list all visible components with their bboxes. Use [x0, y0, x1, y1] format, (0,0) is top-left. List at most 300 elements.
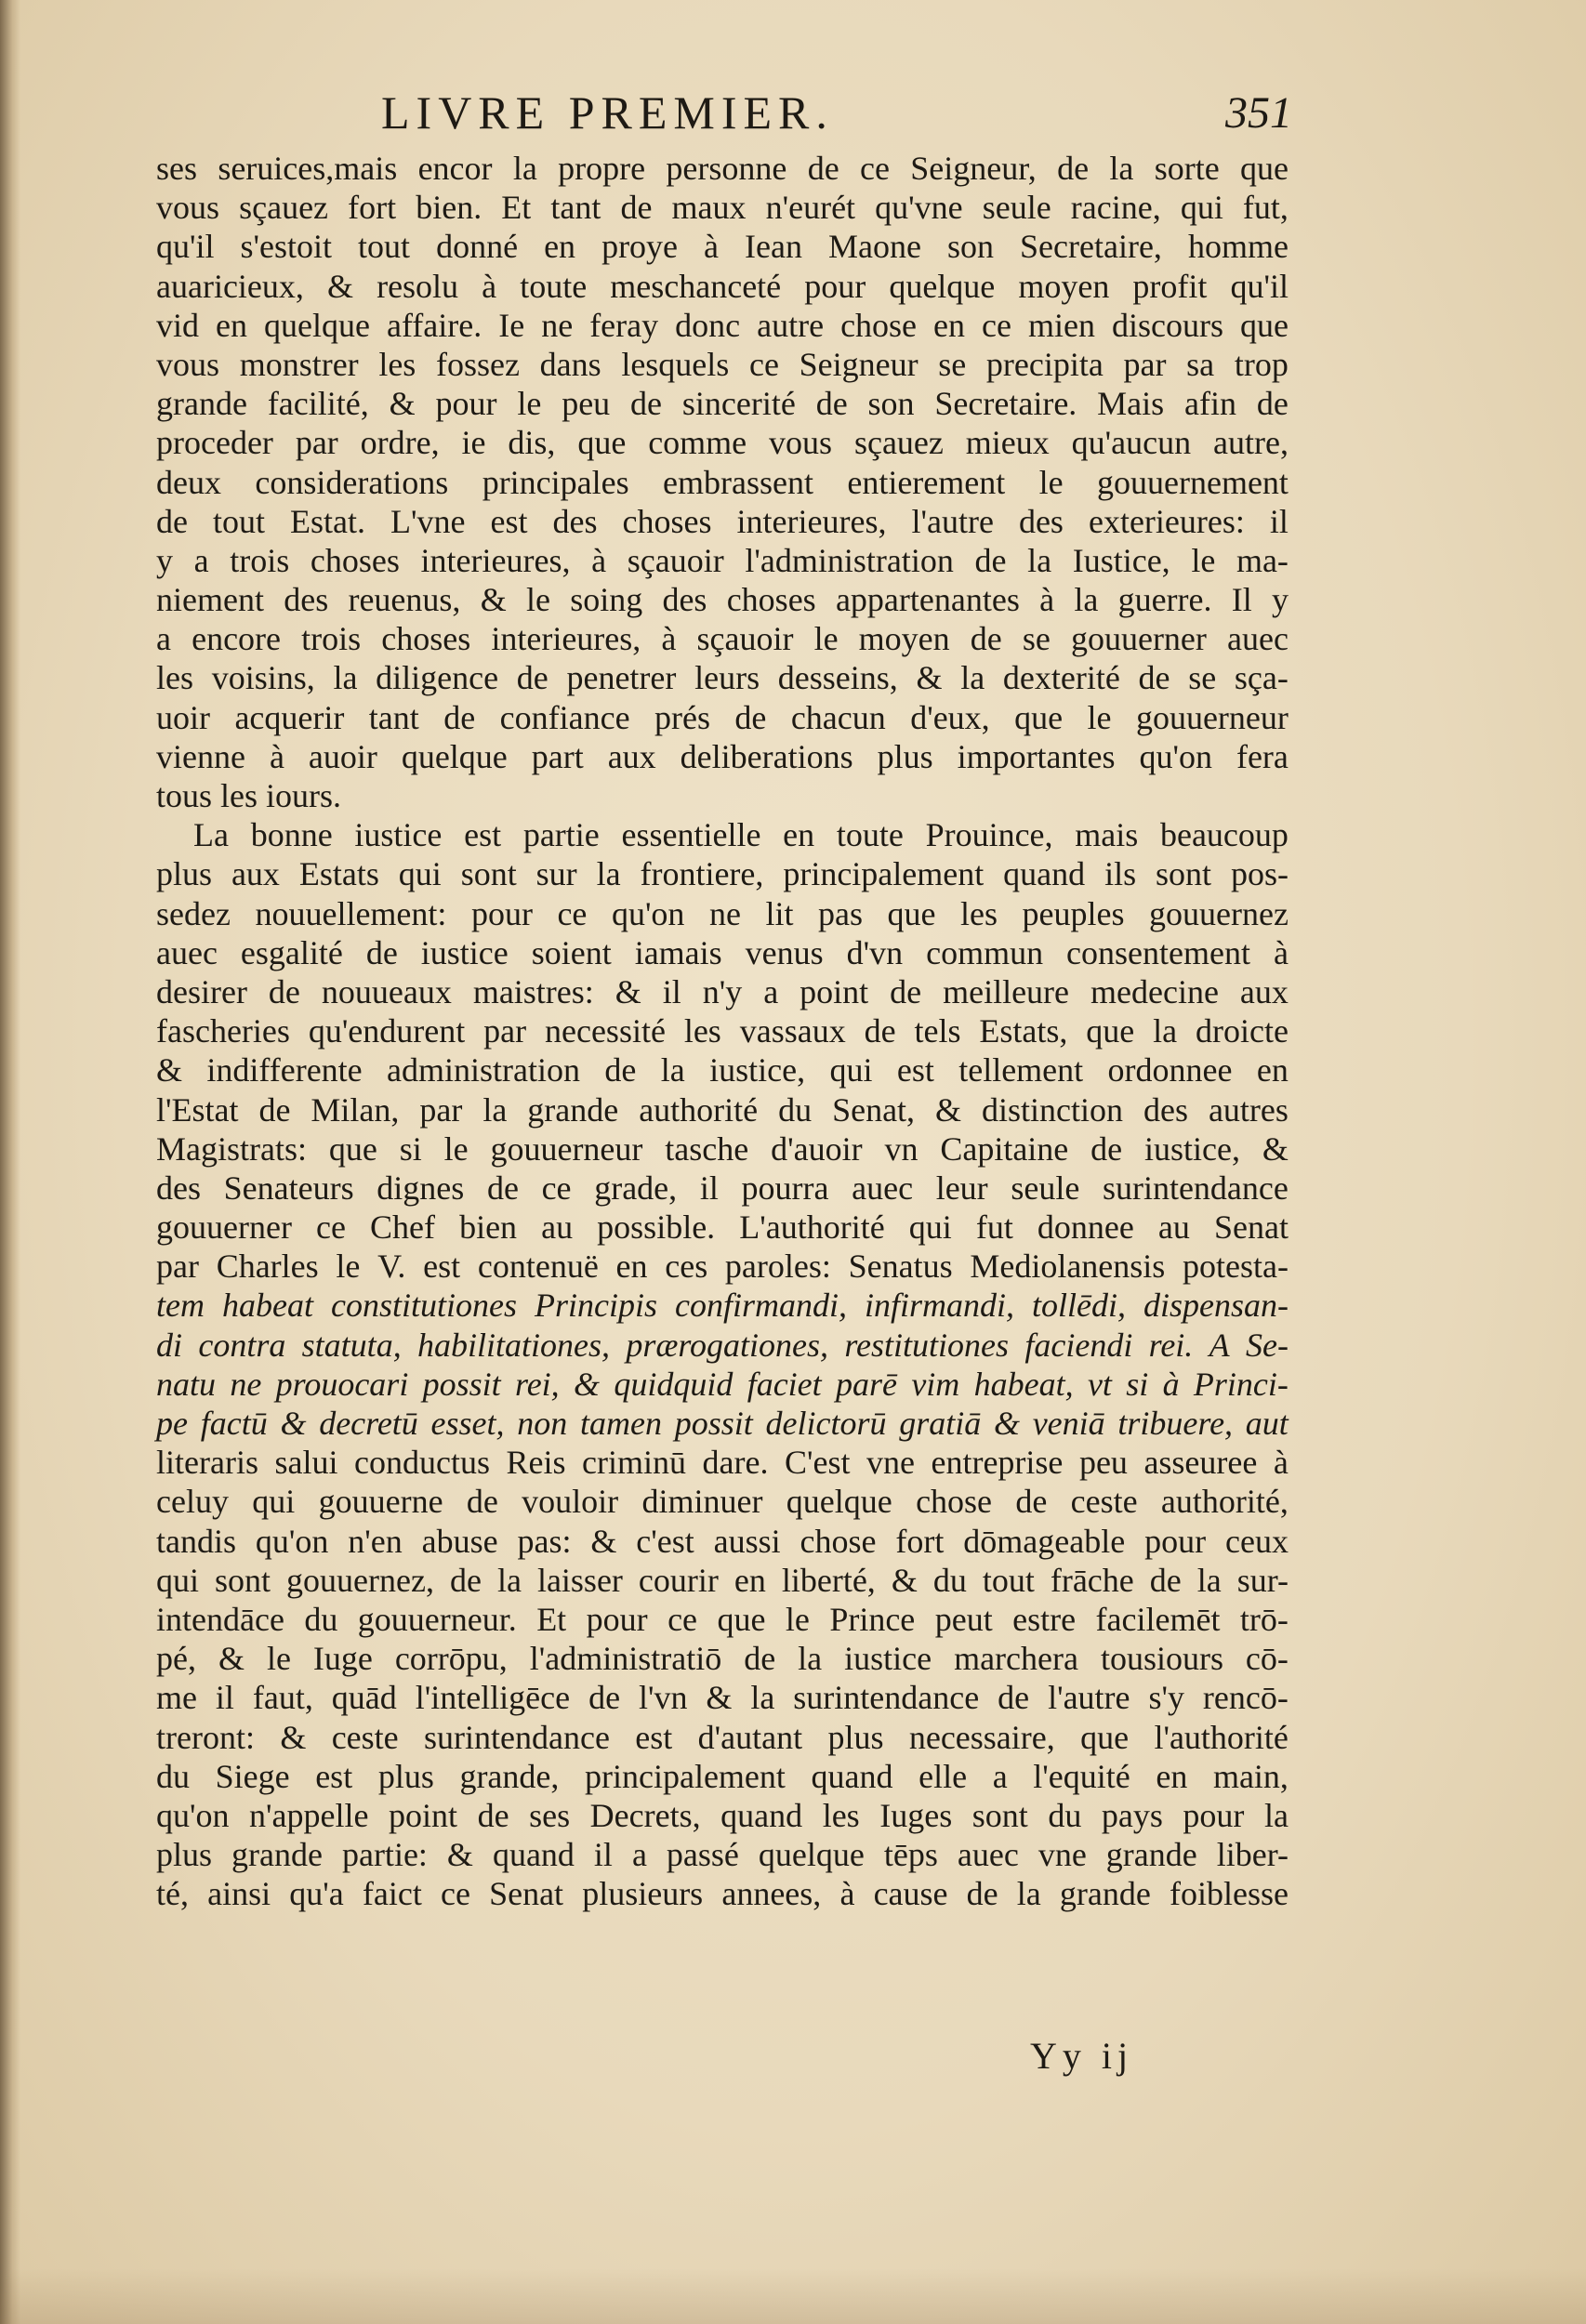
word: que — [1240, 150, 1289, 187]
word: sça- — [1234, 659, 1289, 697]
page-binding-edge — [0, 0, 20, 2324]
word: point — [389, 1796, 458, 1834]
word: les — [822, 1796, 860, 1834]
word: tamen — [580, 1405, 662, 1442]
text-line — [156, 1561, 1289, 1600]
word: grande — [231, 1836, 323, 1874]
word: faciet — [747, 1365, 822, 1403]
word: uoir — [156, 698, 210, 736]
word: fort — [348, 189, 397, 227]
word: quand — [1003, 855, 1086, 893]
word: asseuree — [1143, 1444, 1258, 1482]
word: auec — [156, 933, 218, 971]
word: qu'on — [1139, 737, 1212, 775]
word: iustice, — [1144, 1129, 1240, 1168]
word: choses — [310, 541, 400, 579]
word: lit — [765, 894, 794, 932]
word: de — [268, 972, 300, 1010]
word: maistres: — [472, 972, 594, 1010]
word: d'vn — [846, 933, 904, 971]
word: Seigneur, — [910, 150, 1037, 187]
word: ce — [667, 1600, 698, 1638]
word: tous — [156, 777, 221, 814]
word: qui — [1180, 189, 1223, 227]
word: que — [1014, 698, 1064, 736]
word: iamais — [634, 933, 722, 971]
word: desirer — [156, 972, 247, 1010]
word: entreprise — [931, 1444, 1064, 1482]
word: par — [156, 1248, 199, 1286]
word: peuples — [1022, 894, 1125, 932]
word: l'authorité — [1154, 1718, 1289, 1756]
text-line — [156, 1286, 1289, 1325]
word: il — [699, 1169, 719, 1207]
word: veniā — [1032, 1405, 1105, 1442]
word: vne — [866, 1444, 915, 1482]
word: deliberations — [680, 737, 853, 775]
word: l'administration — [745, 541, 954, 579]
word: vous — [156, 345, 220, 383]
word: Secretaire, — [1020, 228, 1162, 266]
word: Capitaine — [940, 1129, 1069, 1168]
word: V. — [377, 1248, 406, 1286]
word: & — [590, 1522, 617, 1560]
word: des — [552, 502, 598, 540]
word: nouueaux — [321, 972, 452, 1010]
text-line — [156, 972, 1289, 1011]
word: gouuerneur. — [357, 1600, 517, 1638]
text-line — [156, 580, 1289, 619]
word: est — [315, 1757, 353, 1795]
word: soing — [570, 581, 643, 619]
word: que — [328, 1129, 377, 1168]
word: iours. — [266, 777, 342, 814]
text-line — [156, 1090, 1289, 1129]
text-line — [156, 619, 1289, 658]
word: ce — [982, 306, 1011, 344]
word: criminū — [582, 1444, 686, 1482]
word: Estats, — [979, 1012, 1068, 1050]
text-line — [156, 1835, 1289, 1874]
word: Et — [501, 189, 532, 227]
word: qui — [252, 1483, 296, 1521]
word: Senatus — [848, 1248, 953, 1286]
word: sçauez — [853, 424, 944, 462]
word: entierement — [847, 463, 1006, 501]
word: Senat — [1213, 1208, 1289, 1247]
word: peut — [934, 1600, 993, 1638]
word: contra — [198, 1326, 286, 1364]
word: ce — [316, 1208, 346, 1247]
word: frāche — [1050, 1561, 1134, 1599]
word: de — [1057, 150, 1090, 187]
word: par — [483, 1012, 527, 1050]
text-line — [156, 502, 1289, 541]
word: grande, — [459, 1757, 560, 1795]
word: Magistrats: — [156, 1129, 307, 1168]
word: salui — [274, 1444, 338, 1482]
word: interieures, — [491, 620, 641, 658]
word: tem — [156, 1287, 205, 1325]
word: bonne — [250, 816, 333, 854]
word: administration — [387, 1051, 580, 1089]
word: l'vn — [638, 1679, 688, 1717]
word: à — [1273, 933, 1289, 971]
word: de — [620, 189, 653, 227]
word: fascheries — [156, 1012, 290, 1050]
text-line — [156, 1011, 1289, 1050]
word: tollēdi, — [1031, 1287, 1126, 1325]
word: authorité, — [1160, 1483, 1289, 1521]
word: vt — [1087, 1365, 1112, 1403]
word: faciendi — [1024, 1326, 1133, 1364]
word: pour — [1183, 1796, 1245, 1834]
word: sur — [535, 855, 577, 893]
word: sur- — [1236, 1561, 1289, 1599]
running-head — [0, 86, 1586, 151]
word: & — [993, 1405, 1020, 1442]
word: choses — [622, 502, 712, 540]
word: ces — [665, 1248, 708, 1286]
word: beaucoup — [1159, 816, 1289, 854]
word: vous — [156, 189, 220, 227]
word: chose — [800, 1522, 877, 1560]
word: Principis — [534, 1287, 657, 1325]
word: L'vne — [390, 502, 466, 540]
word: iustice — [354, 816, 443, 854]
word: d'eux, — [910, 698, 990, 736]
word: de — [486, 1169, 519, 1207]
word: sedez — [156, 894, 231, 932]
word: & — [574, 1365, 601, 1403]
word: ne — [541, 306, 574, 344]
word: homme — [1187, 228, 1289, 266]
word: donc — [675, 306, 741, 344]
word: s'y — [1148, 1679, 1184, 1717]
word: habeat, — [973, 1365, 1074, 1403]
word: les — [960, 894, 998, 932]
word: trō- — [1239, 1600, 1289, 1638]
text-line — [156, 1208, 1289, 1247]
text-line — [156, 267, 1289, 306]
word: A — [1209, 1326, 1230, 1364]
word: peu — [1078, 1444, 1128, 1482]
word: vassaux — [739, 1012, 846, 1050]
word: des — [156, 1169, 201, 1207]
word: la — [596, 855, 621, 893]
text-line — [156, 854, 1289, 893]
word: en — [1256, 1051, 1289, 1089]
word: pour — [470, 894, 533, 932]
word: mieux — [965, 424, 1050, 462]
word: de — [998, 1679, 1030, 1717]
word: choses — [381, 620, 471, 658]
word: esset, — [430, 1405, 505, 1442]
word: La — [193, 816, 229, 854]
word: intendāce — [156, 1600, 284, 1638]
word: ordonnee — [1107, 1051, 1233, 1089]
word: quelque — [401, 737, 508, 775]
word: le — [785, 1600, 810, 1638]
word: vouloir — [522, 1483, 619, 1521]
word: au — [541, 1208, 574, 1247]
text-line — [156, 1247, 1289, 1286]
word: l'autre — [1048, 1679, 1130, 1717]
word: leur — [935, 1169, 988, 1207]
running-head-title: LIVRE PREMIER. — [381, 86, 834, 139]
word: de — [449, 1561, 482, 1599]
text-line — [156, 306, 1289, 345]
text-line — [156, 1482, 1289, 1521]
word: qu'on — [255, 1522, 329, 1560]
word: aux — [231, 855, 280, 893]
word: possit — [422, 1365, 501, 1403]
word: abuse — [421, 1522, 498, 1560]
text-line — [156, 1169, 1289, 1208]
word: la — [798, 1640, 823, 1678]
word: à — [591, 541, 607, 579]
word: personne — [666, 150, 787, 187]
word: affaire. — [386, 306, 482, 344]
word: medecine — [1090, 972, 1219, 1010]
word: ne — [230, 1365, 262, 1403]
word: & — [156, 1051, 183, 1089]
word: la — [1109, 150, 1134, 187]
word: di — [156, 1326, 183, 1364]
word: que — [577, 424, 627, 462]
word: le — [525, 581, 550, 619]
word: deux — [156, 463, 221, 501]
word: en — [615, 1248, 648, 1286]
word: les — [220, 777, 267, 814]
word: surintendance — [793, 1679, 980, 1717]
word: des — [284, 581, 329, 619]
word: quelque — [264, 306, 370, 344]
word: parē — [835, 1365, 897, 1403]
word: autre — [757, 306, 825, 344]
word: en — [216, 306, 247, 344]
word: par — [295, 424, 338, 462]
word: s'estoit — [240, 228, 333, 266]
word: y — [1272, 581, 1289, 619]
word: iustice — [420, 933, 509, 971]
body-text — [156, 149, 1289, 1913]
word: de — [604, 1051, 637, 1089]
word: son — [867, 385, 915, 423]
word: & — [1262, 1129, 1289, 1168]
word: le — [813, 620, 839, 658]
word: Prince — [829, 1600, 916, 1638]
text-line — [156, 1718, 1289, 1757]
word: son — [947, 228, 995, 266]
word: ne — [708, 894, 741, 932]
word: quand — [492, 1836, 575, 1874]
word: Il — [1231, 581, 1252, 619]
word: toute — [836, 816, 904, 854]
word: prés — [654, 698, 710, 736]
word: gouuerneur — [1135, 698, 1289, 736]
word: vid — [156, 306, 200, 344]
word: cō- — [1245, 1640, 1289, 1678]
text-line — [156, 1050, 1289, 1089]
word: point — [800, 972, 869, 1010]
word: Seigneur — [799, 345, 919, 383]
page-shading — [0, 2268, 1586, 2324]
word: ce — [859, 150, 890, 187]
word: plusieurs — [582, 1875, 704, 1913]
word: esgalité — [240, 933, 343, 971]
word: y — [156, 541, 173, 579]
word: du — [932, 1561, 967, 1599]
word: qu'on — [611, 894, 685, 932]
word: de — [156, 502, 188, 540]
word: auec — [1227, 620, 1289, 658]
word: gouuernez — [1149, 894, 1289, 932]
word: factū — [200, 1405, 268, 1442]
word: vne — [1038, 1836, 1087, 1874]
word: Senateurs — [223, 1169, 354, 1207]
word: autre, — [1213, 424, 1289, 462]
word: main, — [1212, 1757, 1289, 1795]
word: gouuernez, — [286, 1561, 434, 1599]
word: gouuerneur — [490, 1129, 643, 1168]
word: embrassent — [663, 463, 813, 501]
word: gouuerner — [1070, 620, 1207, 658]
word: Iuges — [879, 1796, 953, 1834]
word: prouocari — [275, 1365, 409, 1403]
word: liber- — [1216, 1836, 1289, 1874]
word: pos- — [1230, 855, 1289, 893]
word: à — [269, 737, 284, 775]
word: ses — [156, 150, 197, 187]
word: la — [1153, 1012, 1178, 1050]
word: meschanceté — [610, 267, 782, 305]
word: pour — [1144, 1522, 1207, 1560]
word: qu'on — [156, 1796, 230, 1834]
word: non — [517, 1405, 568, 1442]
word: que — [1080, 1718, 1130, 1756]
word: du — [778, 1090, 813, 1129]
word: reuenus, — [348, 581, 461, 619]
word: à — [1273, 1444, 1289, 1482]
word: tant — [550, 189, 601, 227]
word: & — [446, 1836, 473, 1874]
word: quelque — [889, 267, 996, 305]
word: plus — [156, 1836, 213, 1874]
word: Iuge — [312, 1640, 373, 1678]
word: se — [1188, 659, 1217, 697]
word: qu'endurent — [308, 1012, 466, 1050]
word: ceste — [1070, 1483, 1138, 1521]
word: la — [512, 150, 537, 187]
word: confiance — [499, 698, 630, 736]
word: il — [662, 972, 681, 1010]
word: natu — [156, 1365, 217, 1403]
word: pourra — [741, 1169, 829, 1207]
word: Prouince, — [925, 816, 1053, 854]
word: proceder — [156, 424, 273, 462]
word: gratiā — [899, 1405, 982, 1442]
word: meilleure — [943, 972, 1070, 1010]
text-line — [156, 149, 1289, 188]
word: & — [389, 385, 416, 423]
word: quelque — [758, 1836, 865, 1874]
word: ainsi — [207, 1875, 271, 1913]
word: té, — [156, 1875, 189, 1913]
text-line — [156, 776, 1289, 815]
word: sont — [1156, 855, 1212, 893]
text-line — [156, 1796, 1289, 1835]
word: celuy — [156, 1483, 229, 1521]
word: pé, — [156, 1640, 196, 1678]
word: auec — [957, 1836, 1019, 1874]
word: tousiours — [1100, 1640, 1223, 1678]
word: qu'il — [1230, 267, 1289, 305]
word: que — [1239, 306, 1289, 344]
word: pour — [804, 267, 866, 305]
word: necessaire, — [908, 1718, 1055, 1756]
text-line — [156, 894, 1289, 933]
word: sçauoir — [696, 620, 794, 658]
word: leurs — [694, 659, 760, 697]
word: fort — [895, 1522, 945, 1560]
word: distinction — [982, 1090, 1124, 1129]
word: literaris — [156, 1444, 258, 1482]
word: nouuellement: — [255, 894, 447, 932]
word: par — [419, 1090, 463, 1129]
word: de — [258, 1090, 291, 1129]
text-line — [156, 1522, 1289, 1561]
word: fut, — [1242, 189, 1289, 227]
word: il — [215, 1679, 234, 1717]
word: de — [630, 385, 663, 423]
word: au — [1157, 1208, 1190, 1247]
word: dignes — [377, 1169, 465, 1207]
word: prærogationes, — [626, 1326, 829, 1364]
word: Reis — [506, 1444, 566, 1482]
word: grande — [156, 385, 247, 423]
word: aux — [607, 737, 656, 775]
word: vn — [884, 1129, 919, 1168]
word: marchera — [954, 1640, 1078, 1678]
word: & — [218, 1640, 245, 1678]
word: qui — [398, 855, 442, 893]
word: de — [477, 1796, 509, 1834]
word: monstrer — [239, 345, 359, 383]
word: & — [326, 267, 353, 305]
word: ce — [440, 1875, 470, 1913]
word: gouuerner — [156, 1208, 292, 1247]
word: du — [156, 1757, 190, 1795]
word: si — [399, 1129, 422, 1168]
word: tant — [368, 698, 419, 736]
word: Et — [536, 1600, 567, 1638]
word: tels — [914, 1012, 961, 1050]
word: laisser — [536, 1561, 623, 1599]
word: la — [482, 1090, 508, 1129]
text-line — [156, 698, 1289, 737]
word: rencō- — [1202, 1679, 1289, 1717]
word: la — [496, 1561, 522, 1599]
word: delictorū — [765, 1405, 887, 1442]
word: la — [750, 1679, 775, 1717]
word: le — [1191, 541, 1216, 579]
word: & — [706, 1679, 733, 1717]
word: auec — [852, 1169, 914, 1207]
word: afin — [1184, 385, 1236, 423]
word: estre — [1012, 1600, 1077, 1638]
word: de — [864, 1012, 896, 1050]
